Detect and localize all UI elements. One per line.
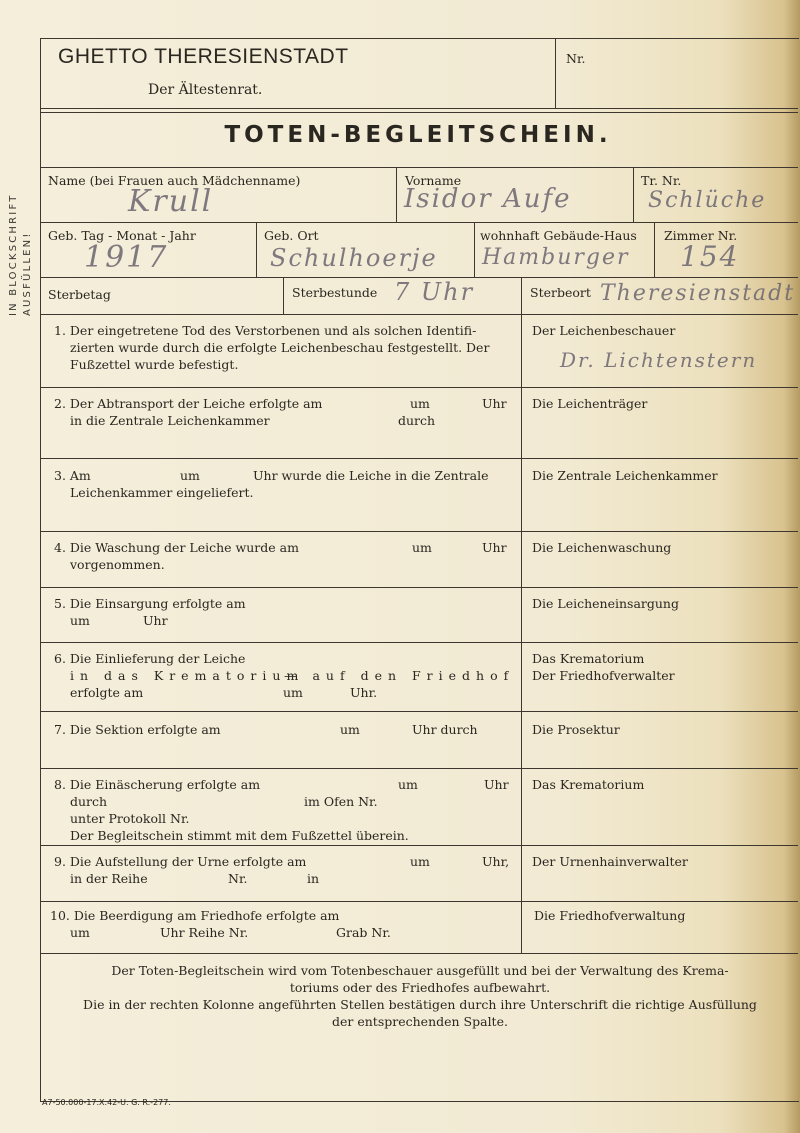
header-divider: [555, 38, 556, 108]
name-field[interactable]: Krull: [128, 184, 214, 219]
row-4-um: um: [412, 540, 432, 555]
ghetto-title: GHETTO THERESIENSTADT: [58, 45, 349, 68]
row-line: [40, 531, 798, 532]
row-2-authority: Die Leichenträger: [532, 396, 648, 411]
row-1-authority: Der Leichenbeschauer: [532, 323, 676, 338]
row-8-authority: Das Krematorium: [532, 777, 645, 792]
sterbeort-label: Sterbeort: [530, 285, 591, 300]
row-6-line-3: erfolgte am: [70, 685, 144, 700]
row-2-uhr: Uhr: [482, 396, 507, 411]
row-1-line-1: 1. Der eingetretene Tod des Verstorbenen und als solchen Identifi-: [54, 323, 477, 338]
row-line: [40, 768, 798, 769]
grid-line: [256, 222, 257, 277]
tr-nr-field[interactable]: Schlüche: [648, 188, 767, 213]
row-line: [40, 845, 798, 846]
header-rule-1: [40, 108, 798, 109]
row-line: [40, 387, 798, 388]
geb-tag-field[interactable]: 1917: [84, 240, 169, 275]
row-8-ofen: im Ofen Nr.: [304, 794, 378, 809]
grid-line: [283, 277, 284, 314]
row-line: [40, 711, 798, 712]
footer-line-2: toriums oder des Friedhofes aufbewahrt.: [289, 980, 551, 995]
wohnhaft-field[interactable]: Hamburger: [482, 245, 630, 270]
nr-label: Nr.: [566, 51, 586, 66]
row-3-line-1: 3. Am: [54, 468, 91, 483]
row-7-line-1: 7. Die Sektion erfolgte am: [54, 722, 221, 737]
sterbetag-label: Sterbetag: [48, 287, 111, 302]
row-8-uhr: Uhr: [484, 777, 509, 792]
row-line: [40, 953, 798, 954]
row-2-um: um: [410, 396, 430, 411]
row-6-uhr: Uhr.: [350, 685, 378, 700]
row-5-line-1: 5. Die Einsargung erfolgte am: [54, 596, 246, 611]
row-2-durch: durch: [398, 413, 436, 428]
row-2-line-2: in die Zentrale Leichenkammer: [70, 413, 270, 428]
footer-line-4: der entsprechenden Spalte.: [332, 1014, 508, 1029]
row-6-authority-1: Das Krematorium: [532, 651, 645, 666]
side-instruction: [4, 160, 38, 320]
name-label: Name (bei Frauen auch Mädchenname): [48, 173, 301, 188]
grid-line: [633, 167, 634, 222]
row-line: [40, 458, 798, 459]
row-6-line-2: in das Krematorium: [70, 668, 305, 683]
grid-line: [474, 222, 475, 277]
row-10-authority: Die Friedhofverwaltung: [534, 908, 686, 923]
row-8-line-1: 8. Die Einäscherung erfolgte am: [54, 777, 261, 792]
row-1-signature[interactable]: Dr. Lichtenstern: [560, 348, 758, 372]
row-6-authority-2: Der Friedhofverwalter: [532, 668, 675, 683]
row-8-line-2: durch: [70, 794, 108, 809]
row-9-nr: Nr.: [228, 871, 248, 886]
zimmer-field[interactable]: 154: [680, 240, 740, 273]
row-9-line-1: 9. Die Aufstellung der Urne erfolgte am: [54, 854, 307, 869]
row-10-reihe: Uhr Reihe Nr.: [160, 925, 249, 940]
row-7-uhr-durch: Uhr durch: [412, 722, 478, 737]
sterbeort-field[interactable]: Theresienstadt: [600, 281, 796, 306]
footer-line-1: Der Toten-Begleitschein wird vom Totenbeschauer ausgefüllt und bei der Verwaltung des Krema-: [111, 963, 729, 978]
geb-tag-label: Geb. Tag - Monat - Jahr: [48, 228, 196, 243]
row-8-um: um: [398, 777, 418, 792]
council-subtitle: Der Ältestenrat.: [148, 82, 263, 98]
row-4-uhr: Uhr: [482, 540, 507, 555]
row-5-um: um: [70, 613, 90, 628]
row-3-authority: Die Zentrale Leichenkammer: [532, 468, 718, 483]
row-2-line-1: 2. Der Abtransport der Leiche erfolgte am: [54, 396, 323, 411]
row-line: [40, 901, 798, 902]
sterbestunde-label: Sterbestunde: [292, 285, 378, 300]
tr-nr-label: Tr. Nr.: [641, 173, 682, 188]
grid-line: [521, 277, 522, 314]
row-7-authority: Die Prosektur: [532, 722, 620, 737]
row-9-um: um: [410, 854, 430, 869]
row-7-um: um: [340, 722, 360, 737]
vorname-field[interactable]: Isidor Aufe: [404, 184, 572, 214]
footer-note: [60, 962, 780, 1030]
row-6-line-1: 6. Die Einlieferung der Leiche: [54, 651, 246, 666]
row-4-line-1: 4. Die Waschung der Leiche wurde am: [54, 540, 299, 555]
grid-line: [396, 167, 397, 222]
row-line: [40, 587, 798, 588]
geb-ort-label: Geb. Ort: [264, 228, 319, 243]
row-5-authority: Die Leicheneinsargung: [532, 596, 679, 611]
row-line: [40, 642, 798, 643]
row-6-friedhof: — auf den Friedhof: [284, 668, 515, 683]
grid-line: [40, 314, 798, 315]
grid-line: [40, 222, 798, 223]
row-6-um: um: [283, 685, 303, 700]
vorname-label: Vorname: [405, 173, 462, 188]
row-8-line-4: Der Begleitschein stimmt mit dem Fußzettel überein.: [70, 828, 409, 843]
row-3-uhr-text: Uhr wurde die Leiche in die Zentrale: [253, 468, 489, 483]
side-instruction-line-1: IN BLOCKSCHRIFT: [8, 193, 19, 316]
row-10-um: um: [70, 925, 90, 940]
row-4-authority: Die Leichenwaschung: [532, 540, 672, 555]
print-code: A7-50.000-17.X.42-U. G. R.-277.: [42, 1098, 171, 1107]
header-rule-2: [40, 112, 798, 113]
row-1-line-3: Fußzettel wurde befestigt.: [70, 357, 239, 372]
row-1-line-2: zierten wurde durch die erfolgte Leichenbeschau festgestellt. Der: [70, 340, 490, 355]
zimmer-label: Zimmer Nr.: [664, 228, 738, 243]
column-divider: [521, 314, 522, 954]
row-3-line-2: Leichenkammer eingeliefert.: [70, 485, 254, 500]
row-9-line-2: in der Reihe: [70, 871, 148, 886]
row-8-line-3: unter Protokoll Nr.: [70, 811, 190, 826]
row-9-uhr: Uhr,: [482, 854, 510, 869]
row-9-authority: Der Urnenhainverwalter: [532, 854, 688, 869]
form-title: TOTEN-BEGLEITSCHEIN.: [224, 122, 612, 148]
sterbestunde-field[interactable]: 7 Uhr: [394, 278, 475, 306]
geb-ort-field[interactable]: Schulhoerje: [270, 244, 438, 272]
row-10-grab: Grab Nr.: [336, 925, 391, 940]
row-5-uhr: Uhr: [143, 613, 168, 628]
row-3-um: um: [180, 468, 200, 483]
row-4-line-2: vorgenommen.: [70, 557, 165, 572]
footer-line-3: Die in der rechten Kolonne angeführten Stellen bestätigen durch ihre Unterschrift die richtige Ausfüllung: [83, 997, 757, 1012]
row-10-line-1: 10. Die Beerdigung am Friedhofe erfolgte am: [50, 908, 340, 923]
grid-line: [40, 167, 798, 168]
wohnhaft-label: wohnhaft Gebäude-Haus: [480, 228, 637, 243]
side-instruction-line-2: AUSFÜLLEN!: [22, 231, 33, 316]
row-9-in: in: [307, 871, 320, 886]
grid-line: [654, 222, 655, 277]
